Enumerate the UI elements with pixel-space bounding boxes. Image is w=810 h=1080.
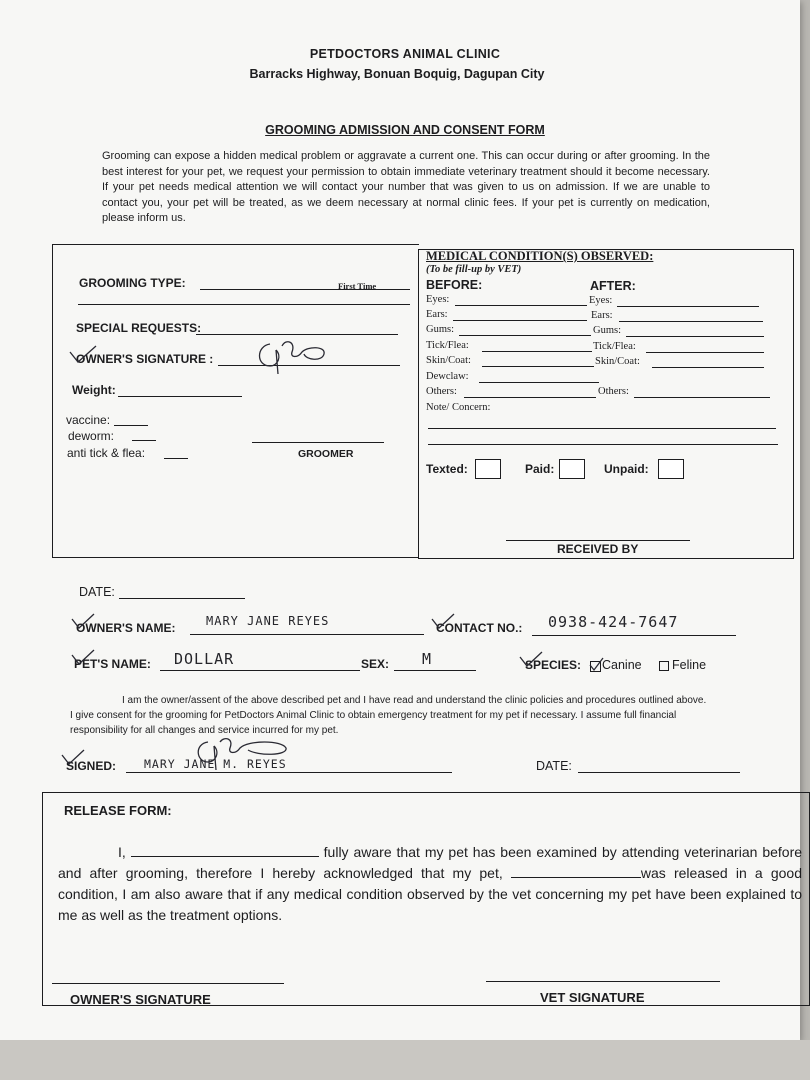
release-owner-signature-label: OWNER'S SIGNATURE xyxy=(70,992,211,1007)
release-paragraph xyxy=(58,842,802,926)
received-by-label: RECEIVED BY xyxy=(557,542,639,556)
special-requests-label: SPECIAL REQUESTS: xyxy=(76,321,202,335)
texted-label: Texted: xyxy=(426,462,468,476)
consent-signature-scribble xyxy=(192,734,292,774)
unpaid-checkbox[interactable] xyxy=(658,459,684,479)
after-eyes-field[interactable] xyxy=(617,306,759,307)
canine-label: Canine xyxy=(602,658,642,672)
checkmark-icon xyxy=(70,612,96,634)
checkmark-icon xyxy=(430,612,456,634)
vet-signature-field[interactable] xyxy=(486,981,720,982)
after-ears-field[interactable] xyxy=(619,321,763,322)
after-tickflea-label: Tick/Flea: xyxy=(593,341,636,352)
weight-label: Weight: xyxy=(72,383,116,397)
vaccine-label: vaccine: xyxy=(66,413,111,427)
release-owner-signature-field[interactable] xyxy=(52,983,284,984)
consent-date-field[interactable] xyxy=(578,772,740,773)
groomer-label: GROOMER xyxy=(298,448,354,460)
release-text-i: I, xyxy=(118,844,126,860)
consent-line-2: I give consent for the grooming for PetDoctors Animal Clinic to obtain emergency treatment for my pet if necessary. I assume full financial xyxy=(70,710,677,721)
contact-label: CONTACT NO.: xyxy=(436,621,523,635)
medical-subtitle: (To be fill-up by VET) xyxy=(426,264,522,275)
intro-paragraph: Grooming can expose a hidden medical problem or aggravate a current one. This can occur during or after grooming. In the best interest for your pet, we request your permission to obtain immediate veterinary treatment should it become necessary. If your pet needs medical attention we will contact your number that was given to us on admission. If we are unable to contact you, your pet will be treated, as we deem necessary at normal clinic fees. If your pet is currently on medication, please inform us. xyxy=(102,150,710,224)
feline-label: Feline xyxy=(672,658,707,672)
pets-name-label: PET'S NAME: xyxy=(74,657,151,671)
contact-value[interactable]: 0938-424-7647 xyxy=(548,613,679,631)
release-pet-name-field[interactable] xyxy=(511,877,641,878)
after-skincoat-field[interactable] xyxy=(652,367,764,368)
before-tickflea-field[interactable] xyxy=(482,351,592,352)
sex-field[interactable] xyxy=(394,670,476,671)
before-eyes-label: Eyes: xyxy=(426,294,450,305)
signed-label: SIGNED: xyxy=(66,759,117,773)
after-others-field[interactable] xyxy=(634,397,770,398)
special-requests-field[interactable] xyxy=(196,334,398,335)
before-tickflea-label: Tick/Flea: xyxy=(426,340,469,351)
antitick-label: anti tick & flea: xyxy=(67,446,146,460)
release-text-part1: fully aware that my pet has been examined by attending veterinarian before and after grooming, therefore I hereby acknowledged that my pet, xyxy=(58,844,803,881)
medical-title: MEDICAL CONDITION(S) OBSERVED: xyxy=(426,249,654,263)
before-ears-label: Ears: xyxy=(426,309,448,320)
after-label: AFTER: xyxy=(590,279,636,293)
texted-checkbox[interactable] xyxy=(475,459,501,479)
release-text-part2: was released in a good condition, I am also aware that if any medical condition observed by the vet concerning my pet have been explained to me as well as the treatment options. xyxy=(58,865,802,923)
before-gums-label: Gums: xyxy=(426,324,455,335)
weight-field[interactable] xyxy=(118,396,242,397)
deworm-field[interactable] xyxy=(132,440,156,441)
note-concern-field-1[interactable] xyxy=(428,428,776,429)
pets-name-value[interactable]: DOLLAR xyxy=(174,650,235,668)
clinic-name: PETDOCTORS ANIMAL CLINIC xyxy=(309,47,501,61)
species-label: SPECIES: xyxy=(525,658,582,672)
table-surface xyxy=(0,1040,810,1080)
pets-name-field[interactable] xyxy=(160,670,360,671)
after-skincoat-label: Skin/Coat: xyxy=(595,356,640,367)
sex-label: SEX: xyxy=(361,657,390,671)
form-title: GROOMING ADMISSION AND CONSENT FORM xyxy=(265,123,545,137)
before-label: BEFORE: xyxy=(426,278,483,292)
vet-signature-label: VET SIGNATURE xyxy=(540,990,645,1005)
before-skincoat-field[interactable] xyxy=(482,366,594,367)
owner-signature-scribble xyxy=(252,336,332,376)
before-ears-field[interactable] xyxy=(453,320,587,321)
checkmark-icon xyxy=(518,650,544,672)
before-dewclaw-field[interactable] xyxy=(479,382,599,383)
vaccine-field[interactable] xyxy=(114,425,148,426)
before-gums-field[interactable] xyxy=(459,335,591,336)
owners-signature-label: OWNER'S SIGNATURE : xyxy=(76,352,214,366)
before-others-field[interactable] xyxy=(464,397,596,398)
after-gums-field[interactable] xyxy=(626,336,764,337)
consent-line-3: responsibility for all changes and service incurred for my pet. xyxy=(70,725,339,736)
after-tickflea-field[interactable] xyxy=(646,352,764,353)
groomer-signature-field[interactable] xyxy=(252,442,384,443)
release-owner-name-field[interactable] xyxy=(131,856,319,857)
before-others-label: Others: xyxy=(426,386,457,397)
feline-checkbox[interactable] xyxy=(659,661,669,671)
note-concern-label: Note/ Concern: xyxy=(426,402,491,413)
clinic-address: Barracks Highway, Bonuan Boquig, Dagupan City xyxy=(249,67,545,81)
after-gums-label: Gums: xyxy=(593,325,622,336)
consent-date-label: DATE: xyxy=(536,759,572,773)
before-eyes-field[interactable] xyxy=(455,305,587,306)
checkmark-icon xyxy=(70,648,96,670)
checkmark-icon xyxy=(68,344,98,368)
unpaid-label: Unpaid: xyxy=(604,462,649,476)
after-others-label: Others: xyxy=(598,386,629,397)
note-concern-field-2[interactable] xyxy=(428,444,778,445)
after-eyes-label: Eyes: xyxy=(589,295,613,306)
antitick-field[interactable] xyxy=(164,458,188,459)
paid-checkbox[interactable] xyxy=(559,459,585,479)
consent-line-1: I am the owner/assent of the above described pet and I have read and understand the clinic policies and procedures outlined above. xyxy=(122,695,707,706)
owners-name-value[interactable]: MARY JANE REYES xyxy=(206,614,330,628)
paid-label: Paid: xyxy=(525,462,555,476)
after-ears-label: Ears: xyxy=(591,310,613,321)
owners-name-field[interactable] xyxy=(190,634,424,635)
date-label: DATE: xyxy=(79,585,115,599)
deworm-label: deworm: xyxy=(68,429,115,443)
contact-field[interactable] xyxy=(532,635,736,636)
signed-value[interactable]: MARY JANE M. REYES xyxy=(144,757,287,771)
before-dewclaw-label: Dewclaw: xyxy=(426,371,469,382)
owners-name-label: OWNER'S NAME: xyxy=(76,621,176,635)
grooming-type-field[interactable] xyxy=(200,289,410,290)
date-field[interactable] xyxy=(119,598,245,599)
grooming-type-label: GROOMING TYPE: xyxy=(79,276,186,290)
grooming-type-field-2[interactable] xyxy=(78,304,410,305)
sex-value[interactable]: M xyxy=(422,650,433,668)
checkmark-icon xyxy=(60,748,86,770)
received-by-field[interactable] xyxy=(506,540,690,541)
first-time-label: First Time xyxy=(338,281,377,291)
release-title: RELEASE FORM: xyxy=(64,803,172,818)
before-skincoat-label: Skin/Coat: xyxy=(426,355,471,366)
grooming-details-box xyxy=(52,244,419,558)
